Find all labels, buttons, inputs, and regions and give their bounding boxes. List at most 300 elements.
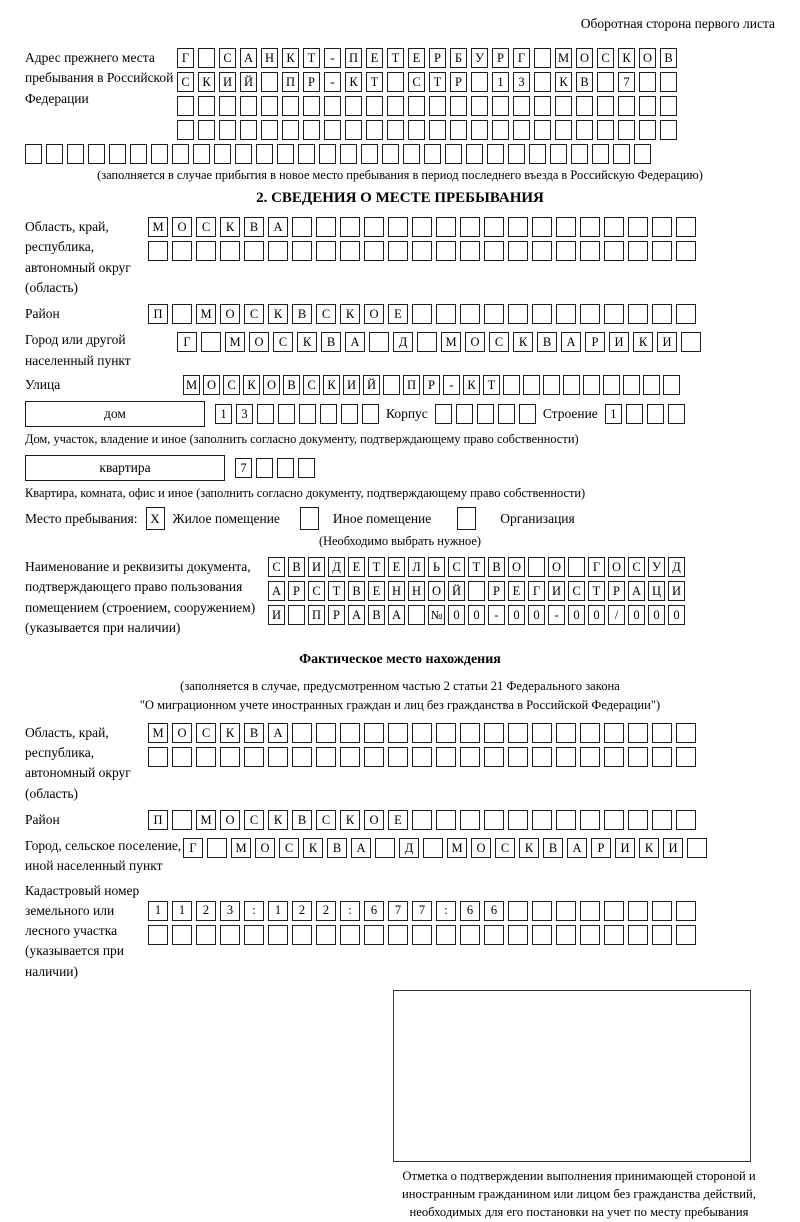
char-cell[interactable]	[214, 144, 231, 164]
char-cell[interactable]	[532, 925, 552, 945]
char-cell[interactable]	[668, 404, 685, 424]
char-cell[interactable]: С	[489, 332, 509, 352]
char-cell[interactable]	[477, 404, 494, 424]
char-cell[interactable]: Р	[303, 72, 320, 92]
char-cell[interactable]	[583, 375, 600, 395]
char-cell[interactable]: А	[268, 217, 288, 237]
char-cell[interactable]	[532, 723, 552, 743]
char-cell[interactable]: О	[608, 557, 625, 577]
char-cell[interactable]	[282, 96, 299, 116]
char-cell[interactable]: 2	[292, 901, 312, 921]
char-cell[interactable]	[219, 120, 236, 140]
char-cell[interactable]: Е	[388, 557, 405, 577]
char-cell[interactable]	[388, 241, 408, 261]
char-cell[interactable]: М	[183, 375, 200, 395]
char-cell[interactable]	[487, 144, 504, 164]
char-cell[interactable]	[556, 901, 576, 921]
char-cell[interactable]	[244, 241, 264, 261]
char-cell[interactable]: 0	[628, 605, 645, 625]
char-cell[interactable]	[364, 747, 384, 767]
char-cell[interactable]: Т	[368, 557, 385, 577]
char-cell[interactable]	[366, 96, 383, 116]
char-cell[interactable]	[220, 241, 240, 261]
char-cell[interactable]	[172, 747, 192, 767]
char-cell[interactable]	[508, 925, 528, 945]
char-cell[interactable]	[316, 723, 336, 743]
char-cell[interactable]: :	[340, 901, 360, 921]
char-cell[interactable]	[652, 810, 672, 830]
char-cell[interactable]	[387, 120, 404, 140]
char-cell[interactable]: К	[323, 375, 340, 395]
char-cell[interactable]	[503, 375, 520, 395]
char-cell[interactable]: №	[428, 605, 445, 625]
char-cell[interactable]: Г	[183, 838, 203, 858]
char-cell[interactable]	[484, 217, 504, 237]
char-cell[interactable]	[320, 404, 337, 424]
char-cell[interactable]	[534, 96, 551, 116]
char-cell[interactable]	[523, 375, 540, 395]
char-cell[interactable]	[676, 217, 696, 237]
char-cell[interactable]	[471, 96, 488, 116]
char-cell[interactable]	[148, 241, 168, 261]
char-cell[interactable]: У	[471, 48, 488, 68]
char-cell[interactable]: В	[488, 557, 505, 577]
char-cell[interactable]	[556, 241, 576, 261]
char-cell[interactable]: 1	[605, 404, 622, 424]
char-cell[interactable]	[177, 96, 194, 116]
char-cell[interactable]	[196, 241, 216, 261]
char-cell[interactable]	[628, 925, 648, 945]
char-cell[interactable]	[604, 723, 624, 743]
char-cell[interactable]	[681, 332, 701, 352]
char-cell[interactable]	[299, 404, 316, 424]
char-cell[interactable]: Ь	[428, 557, 445, 577]
char-cell[interactable]	[580, 810, 600, 830]
char-cell[interactable]: Н	[408, 581, 425, 601]
char-cell[interactable]: 3	[513, 72, 530, 92]
char-cell[interactable]	[555, 120, 572, 140]
char-cell[interactable]	[460, 241, 480, 261]
char-cell[interactable]: К	[340, 304, 360, 324]
char-cell[interactable]: М	[196, 810, 216, 830]
char-cell[interactable]	[604, 304, 624, 324]
char-cell[interactable]: С	[628, 557, 645, 577]
char-cell[interactable]: Й	[363, 375, 380, 395]
char-cell[interactable]	[532, 747, 552, 767]
char-cell[interactable]: С	[244, 304, 264, 324]
char-cell[interactable]	[193, 144, 210, 164]
char-cell[interactable]	[429, 96, 446, 116]
char-cell[interactable]	[436, 241, 456, 261]
char-cell[interactable]: Е	[508, 581, 525, 601]
char-cell[interactable]: Д	[328, 557, 345, 577]
char-cell[interactable]: Г	[177, 48, 194, 68]
char-cell[interactable]	[235, 144, 252, 164]
char-cell[interactable]: 0	[588, 605, 605, 625]
char-cell[interactable]: О	[465, 332, 485, 352]
char-cell[interactable]	[298, 144, 315, 164]
char-cell[interactable]: С	[273, 332, 293, 352]
house-number-cells[interactable]	[215, 404, 379, 424]
char-cell[interactable]: У	[648, 557, 665, 577]
checkbox-other-premises[interactable]	[300, 507, 319, 530]
char-cell[interactable]	[623, 375, 640, 395]
char-cell[interactable]	[412, 304, 432, 324]
char-cell[interactable]: Т	[328, 581, 345, 601]
char-cell[interactable]: 0	[528, 605, 545, 625]
char-cell[interactable]: К	[555, 72, 572, 92]
char-cell[interactable]	[429, 120, 446, 140]
char-cell[interactable]	[436, 925, 456, 945]
char-cell[interactable]	[408, 605, 425, 625]
char-cell[interactable]	[652, 925, 672, 945]
char-cell[interactable]	[532, 241, 552, 261]
char-cell[interactable]: О	[364, 304, 384, 324]
stroenie-cells[interactable]	[605, 404, 685, 424]
char-cell[interactable]	[361, 144, 378, 164]
char-cell[interactable]	[345, 120, 362, 140]
char-cell[interactable]	[198, 96, 215, 116]
char-cell[interactable]: Т	[588, 581, 605, 601]
char-cell[interactable]	[292, 241, 312, 261]
char-cell[interactable]	[340, 925, 360, 945]
char-cell[interactable]: :	[436, 901, 456, 921]
char-cell[interactable]	[676, 747, 696, 767]
char-cell[interactable]	[412, 810, 432, 830]
char-cell[interactable]	[109, 144, 126, 164]
actual-city-row[interactable]	[183, 838, 707, 858]
char-cell[interactable]	[435, 404, 452, 424]
char-cell[interactable]	[423, 838, 443, 858]
char-cell[interactable]	[643, 375, 660, 395]
char-cell[interactable]: С	[268, 557, 285, 577]
char-cell[interactable]: К	[345, 72, 362, 92]
char-cell[interactable]	[597, 72, 614, 92]
char-cell[interactable]	[316, 747, 336, 767]
char-cell[interactable]: О	[576, 48, 593, 68]
char-cell[interactable]: С	[316, 304, 336, 324]
char-cell[interactable]: В	[283, 375, 300, 395]
char-cell[interactable]: О	[263, 375, 280, 395]
char-cell[interactable]	[362, 404, 379, 424]
char-cell[interactable]	[580, 925, 600, 945]
char-cell[interactable]	[345, 96, 362, 116]
char-cell[interactable]: О	[548, 557, 565, 577]
char-cell[interactable]	[220, 925, 240, 945]
char-cell[interactable]: Р	[591, 838, 611, 858]
char-cell[interactable]	[460, 810, 480, 830]
char-cell[interactable]	[408, 120, 425, 140]
char-cell[interactable]	[261, 96, 278, 116]
char-cell[interactable]: В	[368, 605, 385, 625]
char-cell[interactable]	[660, 96, 677, 116]
char-cell[interactable]: Й	[448, 581, 465, 601]
char-cell[interactable]	[316, 925, 336, 945]
char-cell[interactable]: В	[576, 72, 593, 92]
char-cell[interactable]	[460, 747, 480, 767]
char-cell[interactable]: К	[297, 332, 317, 352]
char-cell[interactable]: В	[288, 557, 305, 577]
char-cell[interactable]	[556, 747, 576, 767]
char-cell[interactable]	[244, 925, 264, 945]
char-cell[interactable]	[652, 723, 672, 743]
char-cell[interactable]	[618, 96, 635, 116]
char-cell[interactable]: Н	[261, 48, 278, 68]
char-cell[interactable]	[492, 120, 509, 140]
char-cell[interactable]: Т	[366, 72, 383, 92]
char-cell[interactable]: 1	[215, 404, 232, 424]
char-cell[interactable]	[628, 810, 648, 830]
char-cell[interactable]	[424, 144, 441, 164]
char-cell[interactable]: Р	[450, 72, 467, 92]
char-cell[interactable]: 0	[668, 605, 685, 625]
char-cell[interactable]	[534, 48, 551, 68]
char-cell[interactable]	[364, 217, 384, 237]
char-cell[interactable]	[652, 217, 672, 237]
char-cell[interactable]: К	[268, 810, 288, 830]
char-cell[interactable]	[340, 723, 360, 743]
char-cell[interactable]: О	[508, 557, 525, 577]
char-cell[interactable]: М	[148, 217, 168, 237]
char-cell[interactable]	[172, 810, 192, 830]
char-cell[interactable]	[303, 120, 320, 140]
char-cell[interactable]	[172, 304, 192, 324]
char-cell[interactable]	[604, 925, 624, 945]
char-cell[interactable]	[151, 144, 168, 164]
char-cell[interactable]: -	[443, 375, 460, 395]
char-cell[interactable]	[240, 96, 257, 116]
char-cell[interactable]: Р	[492, 48, 509, 68]
char-cell[interactable]	[172, 144, 189, 164]
char-cell[interactable]: К	[303, 838, 323, 858]
char-cell[interactable]: 1	[268, 901, 288, 921]
char-cell[interactable]	[436, 217, 456, 237]
char-cell[interactable]	[555, 96, 572, 116]
char-cell[interactable]: С	[196, 217, 216, 237]
char-cell[interactable]: О	[471, 838, 491, 858]
char-cell[interactable]	[604, 241, 624, 261]
char-cell[interactable]: П	[282, 72, 299, 92]
char-cell[interactable]: С	[597, 48, 614, 68]
char-cell[interactable]: К	[513, 332, 533, 352]
char-cell[interactable]: И	[663, 838, 683, 858]
char-cell[interactable]	[25, 144, 42, 164]
char-cell[interactable]	[576, 96, 593, 116]
char-cell[interactable]	[468, 581, 485, 601]
char-cell[interactable]	[460, 925, 480, 945]
char-cell[interactable]	[639, 96, 656, 116]
char-cell[interactable]: Г	[513, 48, 530, 68]
char-cell[interactable]	[219, 96, 236, 116]
char-cell[interactable]	[676, 901, 696, 921]
region-row-1[interactable]	[148, 217, 696, 237]
char-cell[interactable]	[580, 241, 600, 261]
checkbox-dwelling[interactable]: X	[146, 507, 165, 530]
district-row[interactable]	[148, 304, 696, 324]
char-cell[interactable]: П	[403, 375, 420, 395]
char-cell[interactable]: П	[345, 48, 362, 68]
char-cell[interactable]: М	[196, 304, 216, 324]
char-cell[interactable]: Р	[288, 581, 305, 601]
char-cell[interactable]: С	[244, 810, 264, 830]
char-cell[interactable]: 7	[388, 901, 408, 921]
char-cell[interactable]: П	[308, 605, 325, 625]
char-cell[interactable]	[484, 723, 504, 743]
char-cell[interactable]: С	[219, 48, 236, 68]
char-cell[interactable]	[508, 723, 528, 743]
char-cell[interactable]: И	[668, 581, 685, 601]
prev-address-row-3[interactable]	[177, 96, 677, 116]
char-cell[interactable]: О	[249, 332, 269, 352]
actual-region-row-2[interactable]	[148, 747, 696, 767]
char-cell[interactable]	[484, 241, 504, 261]
char-cell[interactable]	[484, 925, 504, 945]
char-cell[interactable]	[388, 747, 408, 767]
document-row-2[interactable]	[268, 581, 685, 601]
char-cell[interactable]	[277, 458, 294, 478]
char-cell[interactable]	[603, 375, 620, 395]
char-cell[interactable]	[298, 458, 315, 478]
char-cell[interactable]	[580, 747, 600, 767]
char-cell[interactable]	[676, 241, 696, 261]
apartment-cells[interactable]	[235, 458, 315, 478]
char-cell[interactable]	[207, 838, 227, 858]
char-cell[interactable]	[388, 925, 408, 945]
document-row-3[interactable]	[268, 605, 685, 625]
char-cell[interactable]	[529, 144, 546, 164]
char-cell[interactable]: 1	[492, 72, 509, 92]
char-cell[interactable]	[387, 72, 404, 92]
char-cell[interactable]: К	[340, 810, 360, 830]
char-cell[interactable]	[556, 925, 576, 945]
char-cell[interactable]: В	[537, 332, 557, 352]
char-cell[interactable]	[288, 605, 305, 625]
char-cell[interactable]: 6	[364, 901, 384, 921]
char-cell[interactable]	[513, 120, 530, 140]
char-cell[interactable]	[604, 901, 624, 921]
char-cell[interactable]	[388, 217, 408, 237]
char-cell[interactable]	[364, 723, 384, 743]
char-cell[interactable]: В	[292, 304, 312, 324]
char-cell[interactable]: -	[324, 48, 341, 68]
char-cell[interactable]: С	[177, 72, 194, 92]
char-cell[interactable]	[508, 747, 528, 767]
document-row-1[interactable]	[268, 557, 685, 577]
char-cell[interactable]: А	[348, 605, 365, 625]
char-cell[interactable]	[408, 96, 425, 116]
char-cell[interactable]	[484, 810, 504, 830]
char-cell[interactable]: А	[561, 332, 581, 352]
char-cell[interactable]	[148, 747, 168, 767]
char-cell[interactable]	[460, 723, 480, 743]
char-cell[interactable]: С	[495, 838, 515, 858]
char-cell[interactable]: И	[548, 581, 565, 601]
char-cell[interactable]: К	[243, 375, 260, 395]
char-cell[interactable]: Т	[303, 48, 320, 68]
char-cell[interactable]	[324, 120, 341, 140]
char-cell[interactable]: Р	[328, 605, 345, 625]
char-cell[interactable]: А	[628, 581, 645, 601]
cadastral-row-2[interactable]	[148, 925, 696, 945]
char-cell[interactable]	[148, 925, 168, 945]
char-cell[interactable]: И	[609, 332, 629, 352]
char-cell[interactable]: 0	[648, 605, 665, 625]
cadastral-row-1[interactable]	[148, 901, 696, 921]
char-cell[interactable]	[278, 404, 295, 424]
char-cell[interactable]	[580, 304, 600, 324]
char-cell[interactable]: Р	[608, 581, 625, 601]
char-cell[interactable]	[597, 96, 614, 116]
char-cell[interactable]	[528, 557, 545, 577]
char-cell[interactable]: Т	[429, 72, 446, 92]
char-cell[interactable]	[618, 120, 635, 140]
char-cell[interactable]	[652, 304, 672, 324]
char-cell[interactable]	[543, 375, 560, 395]
char-cell[interactable]: О	[220, 304, 240, 324]
char-cell[interactable]	[412, 241, 432, 261]
char-cell[interactable]	[340, 747, 360, 767]
char-cell[interactable]: /	[608, 605, 625, 625]
char-cell[interactable]: В	[292, 810, 312, 830]
char-cell[interactable]: 6	[460, 901, 480, 921]
char-cell[interactable]: А	[567, 838, 587, 858]
char-cell[interactable]: С	[448, 557, 465, 577]
char-cell[interactable]: А	[351, 838, 371, 858]
street-row[interactable]	[183, 375, 680, 395]
char-cell[interactable]	[484, 304, 504, 324]
char-cell[interactable]	[513, 96, 530, 116]
char-cell[interactable]	[471, 120, 488, 140]
char-cell[interactable]: 6	[484, 901, 504, 921]
char-cell[interactable]	[450, 96, 467, 116]
char-cell[interactable]	[484, 747, 504, 767]
char-cell[interactable]	[652, 901, 672, 921]
char-cell[interactable]: О	[220, 810, 240, 830]
char-cell[interactable]	[652, 747, 672, 767]
char-cell[interactable]: В	[321, 332, 341, 352]
char-cell[interactable]	[456, 404, 473, 424]
char-cell[interactable]: 3	[236, 404, 253, 424]
char-cell[interactable]: П	[148, 810, 168, 830]
char-cell[interactable]: Е	[368, 581, 385, 601]
char-cell[interactable]	[450, 120, 467, 140]
char-cell[interactable]: Й	[240, 72, 257, 92]
char-cell[interactable]: И	[308, 557, 325, 577]
char-cell[interactable]	[364, 925, 384, 945]
char-cell[interactable]	[628, 217, 648, 237]
char-cell[interactable]: М	[447, 838, 467, 858]
char-cell[interactable]	[282, 120, 299, 140]
char-cell[interactable]: Е	[408, 48, 425, 68]
char-cell[interactable]: И	[343, 375, 360, 395]
char-cell[interactable]: А	[268, 723, 288, 743]
char-cell[interactable]	[220, 747, 240, 767]
char-cell[interactable]: К	[282, 48, 299, 68]
char-cell[interactable]: К	[519, 838, 539, 858]
char-cell[interactable]: Г	[177, 332, 197, 352]
char-cell[interactable]: К	[198, 72, 215, 92]
actual-region-row-1[interactable]	[148, 723, 696, 743]
char-cell[interactable]	[634, 144, 651, 164]
char-cell[interactable]	[592, 144, 609, 164]
char-cell[interactable]: И	[219, 72, 236, 92]
char-cell[interactable]: 7	[235, 458, 252, 478]
char-cell[interactable]: О	[428, 581, 445, 601]
char-cell[interactable]: 0	[508, 605, 525, 625]
char-cell[interactable]: Б	[450, 48, 467, 68]
char-cell[interactable]: :	[244, 901, 264, 921]
char-cell[interactable]: И	[615, 838, 635, 858]
